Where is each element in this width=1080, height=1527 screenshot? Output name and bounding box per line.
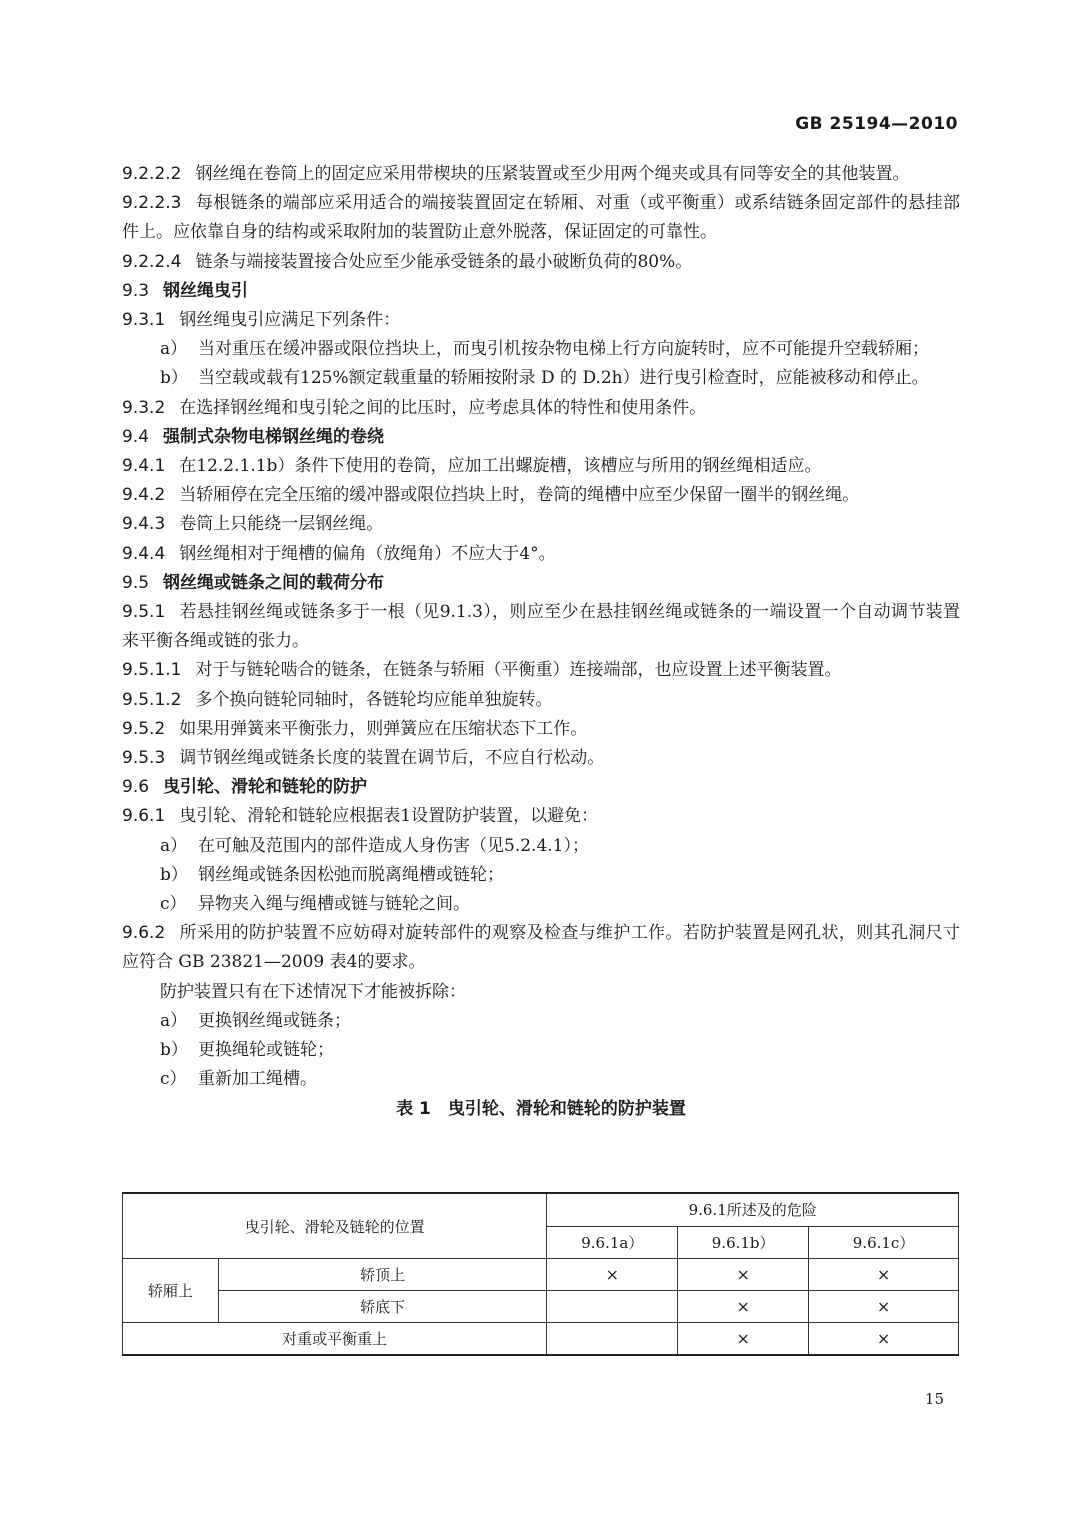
document-body <box>122 160 960 1124</box>
table-header-row <box>123 1193 959 1226</box>
clause-9-4-2 <box>122 481 960 510</box>
list-text: 钢丝绳或链条因松弛而脱离绳槽或链轮； <box>198 864 504 885</box>
list-item <box>122 861 960 890</box>
table-cell: × <box>809 1259 959 1291</box>
clause-text: 多个换向链轮同轴时，各链轮均应能单独旋转。 <box>195 689 553 710</box>
clause-9-3-2 <box>122 394 960 423</box>
document-code: GB 25194—2010 <box>795 114 958 134</box>
list-item <box>122 335 960 364</box>
list-marker: a） <box>160 835 188 856</box>
clause-text: 曳引轮、滑轮和链轮应根据表1设置防护装置，以避免： <box>179 806 599 827</box>
clause-9-2-2-3 <box>122 189 960 247</box>
list-marker: b） <box>160 368 188 389</box>
list-text: 更换绳轮或链轮； <box>198 1040 334 1061</box>
clause-number: 9.5.1.2 <box>122 689 182 710</box>
table-title: 表 1 曳引轮、滑轮和链轮的防护装置 <box>396 1098 686 1119</box>
clause-number: 9.2.2.3 <box>122 193 182 214</box>
section-title: 钢丝绳或链条之间的载荷分布 <box>163 572 385 593</box>
clause-number: 9.3.2 <box>122 397 166 418</box>
protection-table <box>122 1192 959 1356</box>
clause-number: 9.4.3 <box>122 514 166 535</box>
clause-text: 钢丝绳相对于绳槽的偏角（放绳角）不应大于4°。 <box>179 543 556 564</box>
section-heading-9-5 <box>122 569 960 598</box>
list-text: 当对重压在缓冲器或限位挡块上，而曳引机按杂物电梯上行方向旋转时，应不可能提升空载轿厢； <box>198 339 929 360</box>
clause-text: 在12.2.1.1b）条件下使用的卷筒，应加工出螺旋槽，该槽应与所用的钢丝绳相适应。 <box>179 456 822 477</box>
table-cell <box>547 1291 678 1323</box>
list-text: 当空载或载有125%额定载重量的轿厢按附录 D 的 D.2h）进行曳引检查时，应能被移动和停止。 <box>198 368 929 389</box>
clause-9-5-1-1 <box>122 656 960 685</box>
list-text: 异物夹入绳与绳槽或链与链轮之间。 <box>198 894 470 915</box>
table-cell: × <box>678 1323 809 1356</box>
clause-text: 所采用的防护装置不应妨碍对旋转部件的观察及检查与维护工作。若防护装置是网孔状，则其孔洞尺寸应符合 GB 23821—2009 表4的要求。 <box>122 923 960 973</box>
clause-9-2-2-2 <box>122 160 960 189</box>
list-item <box>122 364 960 393</box>
clause-text: 调节钢丝绳或链条长度的装置在调节后，不应自行松动。 <box>179 748 605 769</box>
table-cell: × <box>547 1259 678 1291</box>
table-cell: × <box>678 1259 809 1291</box>
clause-number: 9.2.2.2 <box>122 164 182 184</box>
list-marker: a） <box>160 339 188 360</box>
clause-text: 对于与链轮啮合的链条，在链条与轿厢（平衡重）连接端部，也应设置上述平衡装置。 <box>195 660 842 681</box>
clause-9-5-1 <box>122 598 960 656</box>
position-column-header: 曳引轮、滑轮及链轮的位置 <box>123 1193 547 1259</box>
clause-number: 9.6.2 <box>122 923 166 944</box>
row-label: 对重或平衡重上 <box>123 1323 547 1356</box>
clause-9-5-2 <box>122 715 960 744</box>
list-item <box>122 1036 960 1065</box>
row-label: 轿顶上 <box>218 1259 546 1291</box>
list-item <box>122 1065 960 1094</box>
clause-text: 钢丝绳曳引应满足下列条件： <box>179 310 401 331</box>
section-number: 9.5 <box>122 572 150 593</box>
clause-text: 若悬挂钢丝绳或链条多于一根（见9.1.3），则应至少在悬挂钢丝绳或链条的一端设置一个自动调节装置来平衡各绳或链的张力。 <box>122 602 960 652</box>
clause-number: 9.6.1 <box>122 806 166 827</box>
clause-text: 链条与端接装置接合处应至少能承受链条的最小破断负荷的80%。 <box>195 251 693 272</box>
list-item <box>122 890 960 919</box>
clause-9-5-1-2 <box>122 686 960 715</box>
list-marker: b） <box>160 1040 188 1061</box>
clause-9-2-2-4 <box>122 248 960 277</box>
table-cell <box>547 1323 678 1356</box>
clause-9-4-3 <box>122 510 960 539</box>
removal-conditions-intro: 防护装置只有在下述情况下才能被拆除： <box>160 981 466 1002</box>
clause-number: 9.5.3 <box>122 748 166 769</box>
clause-9-6-2 <box>122 919 960 977</box>
section-title: 曳引轮、滑轮和链轮的防护 <box>163 777 368 798</box>
clause-9-6-1 <box>122 802 960 831</box>
clause-number: 9.5.1 <box>122 602 166 623</box>
table-cell: × <box>809 1291 959 1323</box>
list-text: 重新加工绳槽。 <box>198 1069 317 1090</box>
hazard-group-header: 9.6.1所述及的危险 <box>547 1193 959 1226</box>
list-item <box>122 1007 960 1036</box>
list-marker: c） <box>160 1069 187 1090</box>
table-row <box>123 1323 959 1356</box>
list-text: 在可触及范围内的部件造成人身伤害（见5.2.4.1）； <box>198 835 589 856</box>
clause-9-5-3 <box>122 744 960 773</box>
section-title: 钢丝绳曳引 <box>163 280 249 301</box>
list-marker: c） <box>160 894 187 915</box>
clause-9-4-4 <box>122 540 960 569</box>
section-number: 9.6 <box>122 777 150 798</box>
section-number: 9.4 <box>122 426 150 447</box>
clause-number: 9.2.2.4 <box>122 251 182 272</box>
clause-number: 9.5.1.1 <box>122 660 182 681</box>
clause-number: 9.5.2 <box>122 718 166 739</box>
table-row <box>123 1291 959 1323</box>
clause-text: 在选择钢丝绳和曳引轮之间的比压时，应考虑具体的特性和使用条件。 <box>179 397 707 418</box>
clause-text: 卷筒上只能绕一层钢丝绳。 <box>179 514 384 535</box>
list-marker: b） <box>160 864 188 885</box>
table-row <box>123 1259 959 1291</box>
list-text: 更换钢丝绳或链条； <box>198 1010 351 1031</box>
list-marker: a） <box>160 1010 188 1031</box>
hazard-column-header: 9.6.1b） <box>678 1226 809 1259</box>
section-number: 9.3 <box>122 280 150 301</box>
page-number: 15 <box>924 1390 944 1408</box>
hazard-column-header: 9.6.1a） <box>547 1226 678 1259</box>
clause-9-3-1 <box>122 306 960 335</box>
clause-number: 9.3.1 <box>122 310 166 331</box>
list-item <box>122 832 960 861</box>
clause-text: 当轿厢停在完全压缩的缓冲器或限位挡块上时，卷筒的绳槽中应至少保留一圈半的钢丝绳。 <box>179 485 860 506</box>
clause-number: 9.4.2 <box>122 485 166 506</box>
clause-number: 9.4.1 <box>122 456 166 477</box>
clause-text: 如果用弹簧来平衡张力，则弹簧应在压缩状态下工作。 <box>179 718 588 739</box>
car-group-cell: 轿厢上 <box>123 1259 219 1323</box>
clause-text: 钢丝绳在卷筒上的固定应采用带楔块的压紧装置或至少用两个绳夹或具有同等安全的其他装置。 <box>195 164 910 184</box>
section-title: 强制式杂物电梯钢丝绳的卷绕 <box>163 426 385 447</box>
section-heading-9-3 <box>122 277 960 306</box>
section-heading-9-6 <box>122 773 960 802</box>
hazard-column-header: 9.6.1c） <box>809 1226 959 1259</box>
clause-text: 每根链条的端部应采用适合的端接装置固定在轿厢、对重（或平衡重）或系结链条固定部件的悬挂部件上。应依靠自身的结构或采取附加的装置防止意外脱落，保证固定的可靠性。 <box>122 193 960 243</box>
row-label: 轿底下 <box>218 1291 546 1323</box>
clause-number: 9.4.4 <box>122 543 166 564</box>
section-heading-9-4 <box>122 423 960 452</box>
clause-9-4-1 <box>122 452 960 481</box>
table-cell: × <box>678 1291 809 1323</box>
table-cell: × <box>809 1323 959 1356</box>
